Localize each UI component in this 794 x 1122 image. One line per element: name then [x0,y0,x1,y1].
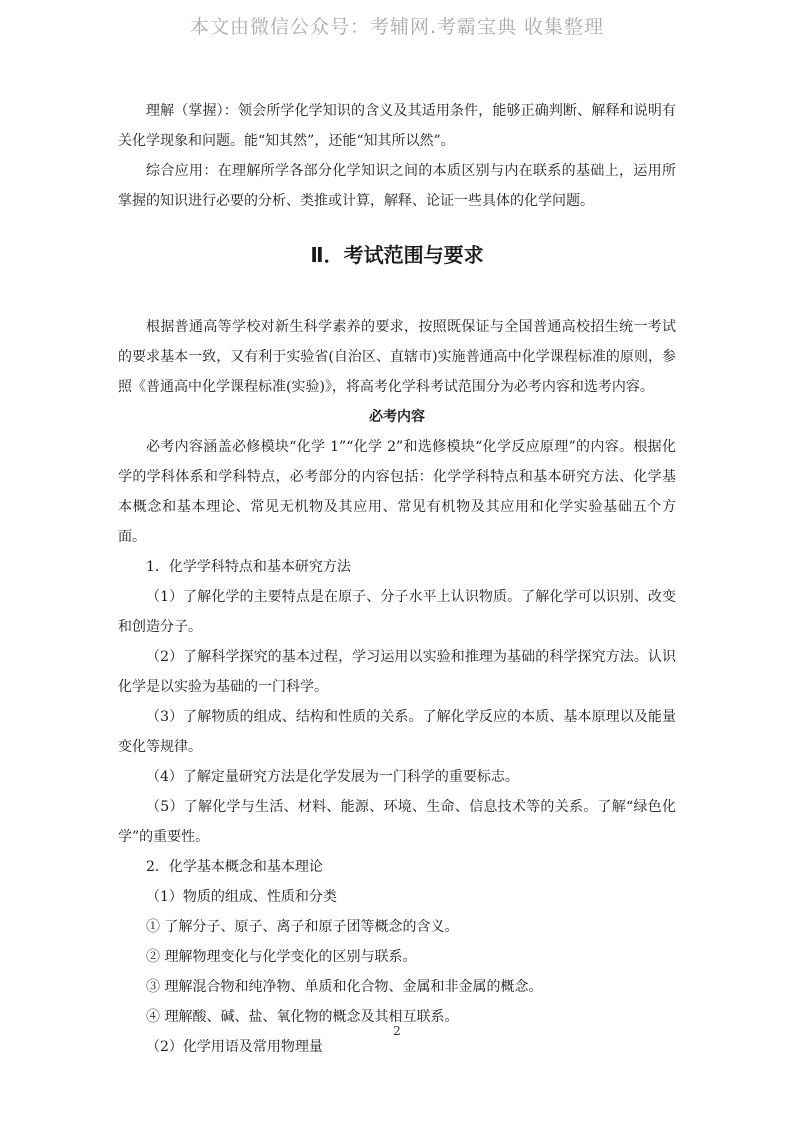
page-number: 2 [393,1024,401,1038]
list-item: （1）了解化学的主要特点是在原子、分子水平上认识物质。了解化学可以识别、改变和创造分子。 [118,589,676,635]
list-item: ④ 理解酸、碱、盐、氧化物的概念及其相互联系。 [146,1009,459,1025]
list-item: ③ 理解混合物和纯净物、单质和化合物、金属和非金属的概念。 [146,979,543,995]
list-item: （1）物质的组成、性质和分类 [146,889,337,905]
subsection-title: 必考内容 [369,409,425,425]
list-item: （4）了解定量研究方法是化学发展为一门科学的重要标志。 [146,769,519,785]
paragraph-understanding: 理解（掌握）：领会所学化学知识的含义及其适用条件，能够正确判断、解释和说明有关化学现象和问题。能“知其然”，还能“知其所以然”。 [118,103,676,149]
heading-item-1: 1．化学学科特点和基本研究方法 [146,559,351,575]
list-item: （5）了解化学与生活、材料、能源、环境、生命、信息技术等的关系。了解“绿色化学”的重要性。 [118,799,676,845]
list-item: ① 了解分子、原子、离子和原子团等概念的含义。 [146,919,459,935]
list-item: （2）了解科学探究的基本过程，学习运用以实验和推理为基础的科学探究方法。认识化学是以实验为基础的一门科学。 [118,649,676,695]
paragraph-application: 综合应用：在理解所学各部分化学知识之间的本质区别与内在联系的基础上，运用所掌握的知识进行必要的分析、类推或计算，解释、论证一些具体的化学问题。 [118,163,676,209]
section-title: Ⅱ．考试范围与要求 [310,243,484,267]
heading-item-2: 2．化学基本概念和基本理论 [146,859,323,875]
watermark: 本文由微信公众号：考辅网.考霸宝典 收集整理 [189,16,605,38]
paragraph-required-overview: 必考内容涵盖必修模块“化学 1”“化学 2”和选修模块“化学反应原理”的内容。根据化学的学科体系和学科特点，必考部分的内容包括：化学学科特点和基本研究方法、化学基本概念和基本理论、常见无机物及其应用、常见有机物及其应用和化学实验基础五个方面。 [118,439,676,545]
list-item: （3）了解物质的组成、结构和性质的关系。了解化学反应的本质、基本原理以及能量变化等规律。 [118,709,676,755]
document-body [118,96,676,1062]
paragraph-intro: 根据普通高等学校对新生科学素养的要求，按照既保证与全国普通高校招生统一考试的要求基本一致，又有利于实验省(自治区、直辖市)实施普通高中化学课程标准的原则，参照《普通高中化学课程标准(实验)》，将高考化学科考试范围分为必考内容和选考内容。 [118,319,676,395]
list-item: （2）化学用语及常用物理量 [146,1039,323,1055]
list-item: ② 理解物理变化与化学变化的区别与联系。 [146,949,417,965]
